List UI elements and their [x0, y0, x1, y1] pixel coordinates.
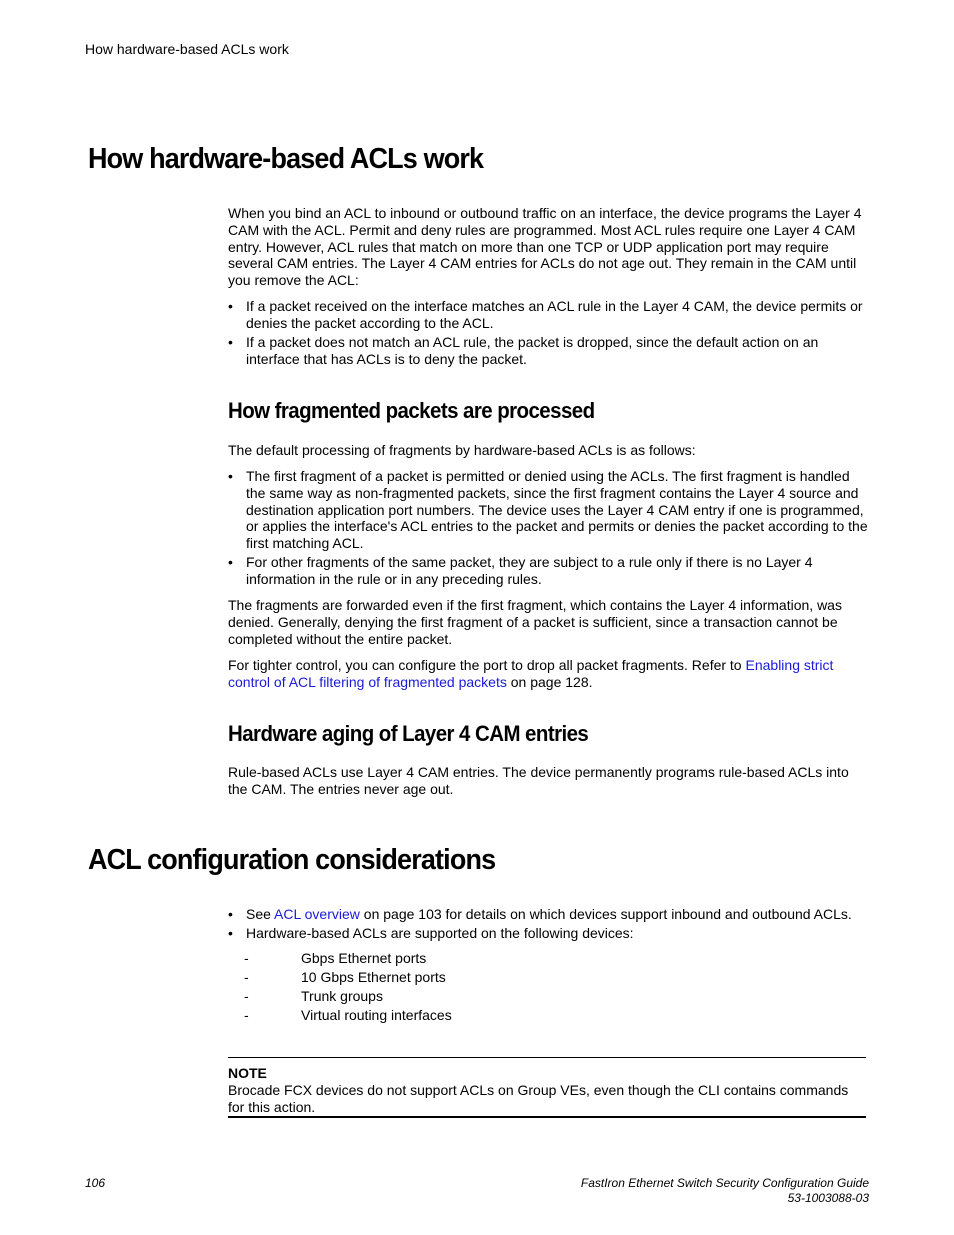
guide-title: FastIron Ethernet Switch Security Configuration Guide [580, 1176, 869, 1190]
doc-number: 53-1003088-03 [787, 1190, 869, 1205]
device-item: - Virtual routing interfaces [244, 1006, 452, 1025]
bullet1-text-pre: See [246, 906, 275, 922]
running-header: How hardware-based ACLs work [85, 41, 289, 57]
bullet1-text-post: on page 103 for details on which devices support inbound and outbound ACLs. [359, 906, 852, 922]
section-title-hardware-acls: How hardware-based ACLs work [88, 143, 484, 175]
list-item: • For other fragments of the same packet, they are subject to a rule only if there is no Layer 4 information in the rule or in any preceding rules. [228, 554, 868, 588]
fragments-para3 [228, 657, 868, 691]
section1-intro: When you bind an ACL to inbound or outbound traffic on an interface, the device programs the Layer 4 CAM with the ACL. Permit and deny rules are programmed. Most ACL rules require one Layer 4 CAM entry. However, ACL rules that match on more than one TCP or UDP application port may require several CAM entries. The Layer 4 CAM entries for ACLs do not age out. They remain in the CAM until you remove the ACL: [228, 205, 862, 289]
fragments-bullet-list [228, 468, 868, 590]
subsection-title-fragments: How fragmented packets are processed [228, 398, 595, 423]
note-label: NOTE [228, 1065, 267, 1081]
section-title-acl-considerations: ACL configuration considerations [88, 844, 496, 876]
section1-bullet-list [228, 298, 868, 370]
subsection-title-aging: Hardware aging of Layer 4 CAM entries [228, 721, 589, 746]
fragments-intro: The default processing of fragments by hardware-based ACLs is as follows: [228, 442, 696, 458]
para3-text-pre: For tighter control, you can configure the port to drop all packet fragments. Refer to [228, 657, 746, 673]
device-list [244, 949, 452, 1025]
link-acl-overview[interactable]: ACL overview [274, 906, 360, 922]
note-text: Brocade FCX devices do not support ACLs on Group VEs, even though the CLI contains commands for this action. [228, 1081, 849, 1115]
footer-guide-info [581, 1176, 869, 1205]
fragments-para2: The fragments are forwarded even if the first fragment, which contains the Layer 4 information, was denied. Generally, denying the first fragment of a packet is sufficient, since a transaction cannot be completed without the entire packet. [228, 597, 842, 647]
list-item: • If a packet received on the interface matches an ACL rule in the Layer 4 CAM, the device permits or denies the packet according to the ACL. [228, 298, 868, 332]
list-item: • If a packet does not match an ACL rule, the packet is dropped, since the default action on an interface that has ACLs is to deny the packet. [228, 334, 868, 368]
device-item: - Gbps Ethernet ports [244, 949, 452, 968]
link-strict-fragment-control[interactable]: Enabling strict control of ACL filtering of fragmented packets [228, 657, 834, 690]
list-item: • Hardware-based ACLs are supported on the following devices: [228, 925, 868, 942]
considerations-bullet-list [228, 906, 868, 944]
list-item [228, 906, 868, 923]
aging-text: Rule-based ACLs use Layer 4 CAM entries. The device permanently programs rule-based ACLs into the CAM. The entries never age out. [228, 764, 849, 797]
note-box [228, 1057, 866, 1118]
device-item: - Trunk groups [244, 987, 452, 1006]
para3-text-post: on page 128. [506, 673, 593, 690]
list-item: • The first fragment of a packet is permitted or denied using the ACLs. The first fragment is handled the same way as non-fragmented packets, since the first fragment contains the Layer 4 source and destination application port numbers. The device uses the Layer 4 CAM entry if one is programmed, or applies the interface's ACL entries to the packet and permits or denies the packet according to the first matching ACL. [228, 468, 868, 552]
device-item: - 10 Gbps Ethernet ports [244, 968, 452, 987]
page-number: 106 [85, 1176, 106, 1190]
